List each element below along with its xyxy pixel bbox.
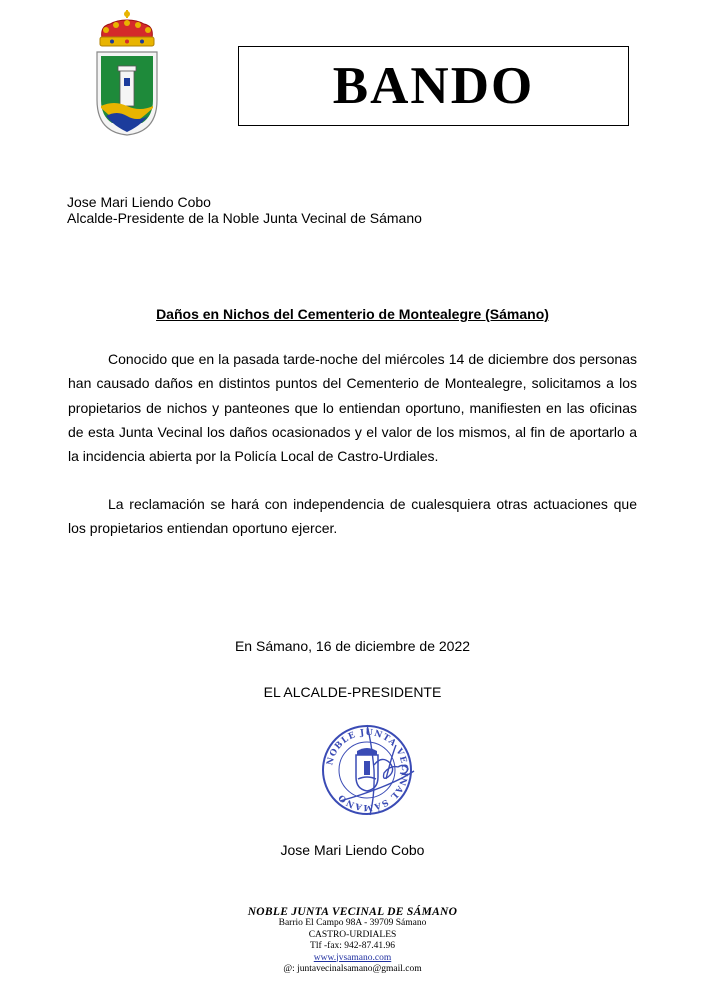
footer-email: @: juntavecinalsamano@gmail.com: [283, 964, 422, 974]
coat-of-arms-icon: [92, 8, 162, 136]
signer-title: EL ALCALDE-PRESIDENTE: [263, 684, 442, 700]
subject-heading: Daños en Nichos del Cementerio de Montealegre (Sámano): [156, 306, 549, 322]
signer-name: Jose Mari Liendo Cobo: [280, 842, 425, 858]
crown-icon: [100, 10, 154, 46]
footer-website-link[interactable]: www.jvsamano.com: [313, 952, 392, 963]
body-paragraph: La reclamación se hará con independencia de cualesquiera otras actuaciones que los propietarios entiendan oportuno ejercer.: [68, 496, 637, 537]
body-paragraph: Conocido que en la pasada tarde-noche del miércoles 14 de diciembre dos personas han causado daños en distintos puntos del Cementerio de Montealegre, solicitamos a los propietarios de nichos y panteones que lo entiendan oportuno, manifiesten en las oficinas de esta Junta Vecinal los daños ocasionados y el valor de los mismos, al fin de aportarlo a la incidencia abierta por la Policía Local de Castro-Urdiales.: [68, 351, 637, 465]
footer-phone: Tlf -fax: 942-87.41.96: [310, 941, 395, 951]
author-name: Jose Mari Liendo Cobo: [67, 194, 211, 210]
title-box: [238, 46, 629, 126]
letterhead-footer: [0, 906, 705, 976]
place-date: En Sámano, 16 de diciembre de 2022: [234, 638, 471, 654]
footer-address: Barrio El Campo 98A - 39709 Sámano: [278, 918, 427, 928]
footer-organization: NOBLE JUNTA VECINAL DE SÁMANO: [247, 906, 458, 918]
official-stamp-icon: [312, 715, 422, 825]
footer-city: CASTRO-URDIALES: [308, 929, 397, 940]
shield-icon: [97, 52, 157, 135]
document-title: BANDO: [332, 57, 535, 115]
svg-text:NOBLE JUNTA VECINAL SÁMANO: NOBLE JUNTA VECINAL SÁMANO: [325, 727, 410, 813]
author-role: Alcalde-Presidente de la Noble Junta Vecinal de Sámano: [67, 210, 422, 226]
